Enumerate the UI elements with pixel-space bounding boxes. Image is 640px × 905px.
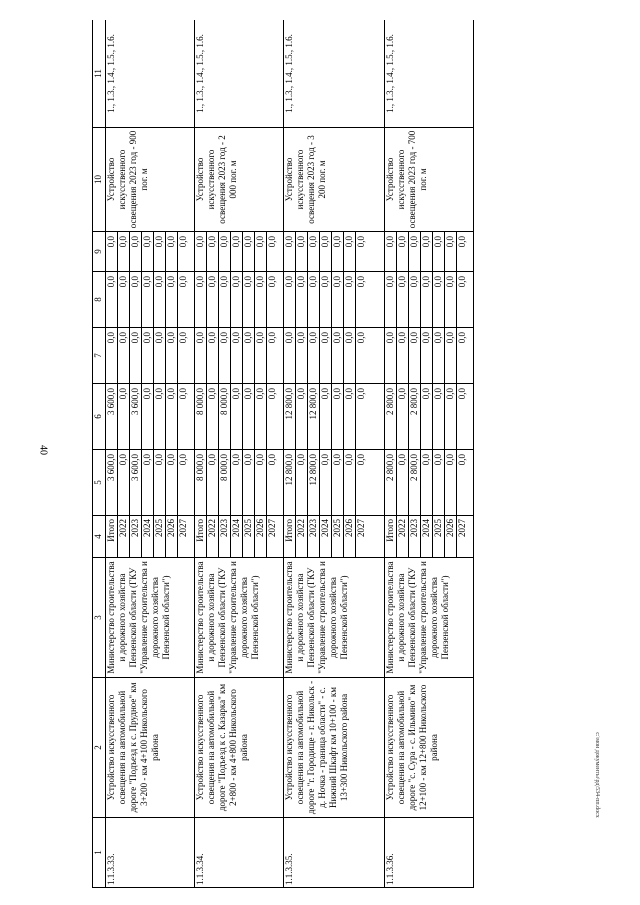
value-cell: 0,0: [130, 232, 142, 272]
indicators-cell: 1., 1.3., 1.4., 1.5., 1.6.: [195, 20, 284, 128]
value-cell: 0,0: [207, 328, 219, 384]
indicators-cell: 1., 1.3., 1.4., 1.5., 1.6.: [284, 20, 385, 128]
value-cell: 0,0: [142, 328, 154, 384]
value-cell: 0,0: [142, 450, 154, 516]
value-cell: 0,0: [166, 384, 178, 450]
value-cell: 8 000,0: [219, 384, 231, 450]
value-cell: 2 800,0: [385, 450, 397, 516]
header-cell: 8: [93, 272, 106, 328]
table-row: [284, 20, 296, 888]
value-cell: 8 000,0: [195, 384, 207, 450]
value-cell: 0,0: [344, 384, 356, 450]
value-cell: 0,0: [267, 384, 284, 450]
header-cell: 2: [93, 678, 106, 818]
value-cell: 0,0: [421, 450, 433, 516]
value-cell: 0,0: [207, 384, 219, 450]
value-cell: 0,0: [308, 328, 320, 384]
header-cell: 3: [93, 558, 106, 678]
value-cell: 0,0: [267, 272, 284, 328]
value-cell: 2 800,0: [409, 384, 421, 450]
value-cell: 0,0: [397, 384, 409, 450]
value-cell: 0,0: [219, 272, 231, 328]
header-cell: 5: [93, 450, 106, 516]
year-cell: 2027: [267, 516, 284, 558]
description-cell: Устройство искусственного освещения на автомобильной дороге "Подъезд к с. Казарка" км 2+800 - км 4+800 Никольского района: [195, 678, 284, 818]
year-cell: 2026: [166, 516, 178, 558]
year-cell: 2024: [231, 516, 243, 558]
year-cell: 2022: [296, 516, 308, 558]
value-cell: 0,0: [409, 232, 421, 272]
description-cell: Устройство искусственного освещения на автомобильной дороге "с. Сура - с. Ильмино" км 12+100 - км 12+800 Никольского района: [385, 678, 474, 818]
value-cell: 0,0: [195, 328, 207, 384]
value-cell: 0,0: [118, 232, 130, 272]
year-cell: Итого: [195, 516, 207, 558]
value-cell: 0,0: [195, 272, 207, 328]
value-cell: 12 800,0: [308, 450, 320, 516]
value-cell: 12 800,0: [284, 384, 296, 450]
value-cell: 0,0: [166, 450, 178, 516]
header-cell: 9: [93, 232, 106, 272]
result-cell: Устройство искусственного освещения 2023 год - 700 пог. м: [385, 128, 474, 232]
value-cell: 0,0: [118, 328, 130, 384]
year-cell: 2024: [320, 516, 332, 558]
value-cell: 2 800,0: [385, 384, 397, 450]
table-body: [106, 20, 474, 888]
value-cell: 0,0: [320, 384, 332, 450]
value-cell: 0,0: [243, 272, 255, 328]
value-cell: 0,0: [433, 384, 445, 450]
header-cell: 6: [93, 384, 106, 450]
year-cell: 2023: [308, 516, 320, 558]
value-cell: 0,0: [219, 232, 231, 272]
year-cell: 2022: [207, 516, 219, 558]
value-cell: 0,0: [433, 328, 445, 384]
value-cell: 0,0: [284, 272, 296, 328]
value-cell: 3 600,0: [130, 384, 142, 450]
agency-cell: Министерство строительства и дорожного хозяйства Пензенской области (ГКУ "Управление строительства и дорожного хозяйства Пензенской области"): [385, 558, 474, 678]
value-cell: 0,0: [154, 328, 166, 384]
value-cell: 0,0: [195, 232, 207, 272]
value-cell: 0,0: [385, 272, 397, 328]
value-cell: 0,0: [356, 328, 385, 384]
value-cell: 0,0: [178, 328, 195, 384]
value-cell: 0,0: [267, 328, 284, 384]
value-cell: 0,0: [106, 232, 118, 272]
value-cell: 0,0: [409, 328, 421, 384]
value-cell: 0,0: [385, 328, 397, 384]
value-cell: 0,0: [207, 232, 219, 272]
result-cell: Устройство искусственного освещения 2023 год - 2 000 пог. м: [195, 128, 284, 232]
value-cell: 0,0: [332, 328, 344, 384]
year-cell: 2025: [433, 516, 445, 558]
value-cell: 0,0: [433, 272, 445, 328]
value-cell: 3 600,0: [106, 384, 118, 450]
table-row: [106, 20, 118, 888]
value-cell: 0,0: [344, 450, 356, 516]
landscape-page: [92, 20, 580, 888]
value-cell: 12 800,0: [308, 384, 320, 450]
year-cell: 2023: [219, 516, 231, 558]
value-cell: 0,0: [106, 272, 118, 328]
footer-file-path: c:\мои документы\рд\534-пп.docx: [594, 732, 600, 818]
page-number: 40: [37, 445, 49, 455]
value-cell: 0,0: [219, 328, 231, 384]
header-cell: 4: [93, 516, 106, 558]
value-cell: 3 600,0: [130, 450, 142, 516]
value-cell: 0,0: [118, 272, 130, 328]
year-cell: Итого: [284, 516, 296, 558]
description-cell: Устройство искусственного освещения на автомобильной дороге "г. Городище - г. Никольск - д. Ночка - граница области" - с. Нижний Шкафт км 10+100 - км 13+300 Никольского района: [284, 678, 385, 818]
value-cell: 0,0: [296, 272, 308, 328]
header-cell: 7: [93, 328, 106, 384]
value-cell: 3 600,0: [106, 450, 118, 516]
value-cell: 0,0: [166, 328, 178, 384]
year-cell: 2026: [255, 516, 267, 558]
result-cell: Устройство искусственного освещения 2023 год - 3 200 пог. м: [284, 128, 385, 232]
value-cell: 0,0: [142, 272, 154, 328]
value-cell: 0,0: [166, 272, 178, 328]
value-cell: 0,0: [320, 272, 332, 328]
value-cell: 0,0: [457, 232, 474, 272]
value-cell: 0,0: [356, 232, 385, 272]
value-cell: 0,0: [166, 232, 178, 272]
value-cell: 0,0: [231, 384, 243, 450]
value-cell: 0,0: [332, 384, 344, 450]
year-cell: Итого: [106, 516, 118, 558]
value-cell: 0,0: [267, 450, 284, 516]
year-cell: 2023: [409, 516, 421, 558]
value-cell: 0,0: [433, 232, 445, 272]
value-cell: 0,0: [421, 232, 433, 272]
value-cell: 0,0: [284, 328, 296, 384]
value-cell: 0,0: [255, 384, 267, 450]
year-cell: 2024: [421, 516, 433, 558]
table-row: [195, 20, 207, 888]
value-cell: 0,0: [457, 450, 474, 516]
value-cell: 0,0: [445, 328, 457, 384]
indicators-cell: 1., 1.3., 1.4., 1.5., 1.6.: [106, 20, 195, 128]
year-cell: Итого: [385, 516, 397, 558]
value-cell: 0,0: [207, 272, 219, 328]
value-cell: 0,0: [320, 328, 332, 384]
value-cell: 0,0: [344, 328, 356, 384]
value-cell: 0,0: [296, 384, 308, 450]
value-cell: 0,0: [178, 384, 195, 450]
result-cell: Устройство искусственного освещения 2023 год - 900 пог. м: [106, 128, 195, 232]
value-cell: 0,0: [118, 384, 130, 450]
agency-cell: Министерство строительства и дорожного хозяйства Пензенской области (ГКУ "Управление строительства и дорожного хозяйства Пензенской области"): [195, 558, 284, 678]
value-cell: 0,0: [421, 328, 433, 384]
row-id-cell: 1.1.3.33.: [106, 818, 195, 888]
value-cell: 0,0: [397, 328, 409, 384]
year-cell: 2022: [118, 516, 130, 558]
row-id-cell: 1.1.3.36.: [385, 818, 474, 888]
value-cell: 0,0: [332, 232, 344, 272]
value-cell: 0,0: [308, 232, 320, 272]
value-cell: 0,0: [142, 232, 154, 272]
value-cell: 0,0: [178, 232, 195, 272]
value-cell: 0,0: [320, 232, 332, 272]
value-cell: 0,0: [154, 384, 166, 450]
year-cell: 2024: [142, 516, 154, 558]
value-cell: 0,0: [409, 272, 421, 328]
value-cell: 0,0: [356, 384, 385, 450]
value-cell: 0,0: [243, 232, 255, 272]
value-cell: 0,0: [130, 272, 142, 328]
value-cell: 0,0: [178, 450, 195, 516]
value-cell: 0,0: [296, 232, 308, 272]
value-cell: 0,0: [421, 384, 433, 450]
value-cell: 0,0: [445, 232, 457, 272]
value-cell: 8 000,0: [219, 450, 231, 516]
year-cell: 2026: [344, 516, 356, 558]
value-cell: 0,0: [356, 450, 385, 516]
value-cell: 0,0: [255, 328, 267, 384]
value-cell: 12 800,0: [284, 450, 296, 516]
year-cell: 2025: [154, 516, 166, 558]
value-cell: 2 800,0: [409, 450, 421, 516]
value-cell: 0,0: [142, 384, 154, 450]
value-cell: 8 000,0: [195, 450, 207, 516]
value-cell: 0,0: [154, 232, 166, 272]
description-cell: Устройство искусственного освещения на автомобильной дороге "Подъезд к с. Прудное" км 3+200 - км 4+100 Никольского района: [106, 678, 195, 818]
value-cell: 0,0: [385, 232, 397, 272]
value-cell: 0,0: [344, 232, 356, 272]
year-cell: 2027: [356, 516, 385, 558]
value-cell: 0,0: [284, 232, 296, 272]
value-cell: 0,0: [421, 272, 433, 328]
value-cell: 0,0: [332, 450, 344, 516]
value-cell: 0,0: [106, 328, 118, 384]
year-cell: 2027: [457, 516, 474, 558]
value-cell: 0,0: [255, 450, 267, 516]
year-cell: 2022: [397, 516, 409, 558]
agency-cell: Министерство строительства и дорожного хозяйства Пензенской области (ГКУ "Управление строительства и дорожного хозяйства Пензенской области"): [106, 558, 195, 678]
value-cell: 0,0: [457, 328, 474, 384]
row-id-cell: 1.1.3.34.: [195, 818, 284, 888]
value-cell: 0,0: [457, 384, 474, 450]
value-cell: 0,0: [296, 450, 308, 516]
table-row: [385, 20, 397, 888]
value-cell: 0,0: [255, 232, 267, 272]
value-cell: 0,0: [154, 450, 166, 516]
row-id-cell: 1.1.3.35.: [284, 818, 385, 888]
rotated-table-area: [92, 20, 580, 888]
header-cell: 11: [93, 20, 106, 128]
header-cell: 10: [93, 128, 106, 232]
value-cell: 0,0: [445, 450, 457, 516]
value-cell: 0,0: [243, 328, 255, 384]
value-cell: 0,0: [445, 272, 457, 328]
value-cell: 0,0: [397, 450, 409, 516]
value-cell: 0,0: [231, 232, 243, 272]
value-cell: 0,0: [397, 272, 409, 328]
value-cell: 0,0: [445, 384, 457, 450]
value-cell: 0,0: [243, 450, 255, 516]
value-cell: 0,0: [154, 272, 166, 328]
value-cell: 0,0: [231, 328, 243, 384]
value-cell: 0,0: [296, 328, 308, 384]
value-cell: 0,0: [457, 272, 474, 328]
value-cell: 0,0: [308, 272, 320, 328]
value-cell: 0,0: [344, 272, 356, 328]
value-cell: 0,0: [231, 272, 243, 328]
value-cell: 0,0: [320, 450, 332, 516]
value-cell: 0,0: [356, 272, 385, 328]
value-cell: 0,0: [118, 450, 130, 516]
year-cell: 2023: [130, 516, 142, 558]
year-cell: 2027: [178, 516, 195, 558]
year-cell: 2025: [243, 516, 255, 558]
agency-cell: Министерство строительства и дорожного хозяйства Пензенской области (ГКУ "Управление строительства и дорожного хозяйства Пензенской области"): [284, 558, 385, 678]
value-cell: 0,0: [267, 232, 284, 272]
value-cell: 0,0: [178, 272, 195, 328]
value-cell: 0,0: [433, 450, 445, 516]
value-cell: 0,0: [397, 232, 409, 272]
program-table: [92, 20, 474, 888]
header-cell: 1: [93, 818, 106, 888]
year-cell: 2026: [445, 516, 457, 558]
value-cell: 0,0: [231, 450, 243, 516]
value-cell: 0,0: [255, 272, 267, 328]
header-row: [93, 20, 106, 888]
value-cell: 0,0: [332, 272, 344, 328]
year-cell: 2025: [332, 516, 344, 558]
value-cell: 0,0: [207, 450, 219, 516]
value-cell: 0,0: [130, 328, 142, 384]
value-cell: 0,0: [243, 384, 255, 450]
indicators-cell: 1., 1.3., 1.4., 1.5., 1.6.: [385, 20, 474, 128]
